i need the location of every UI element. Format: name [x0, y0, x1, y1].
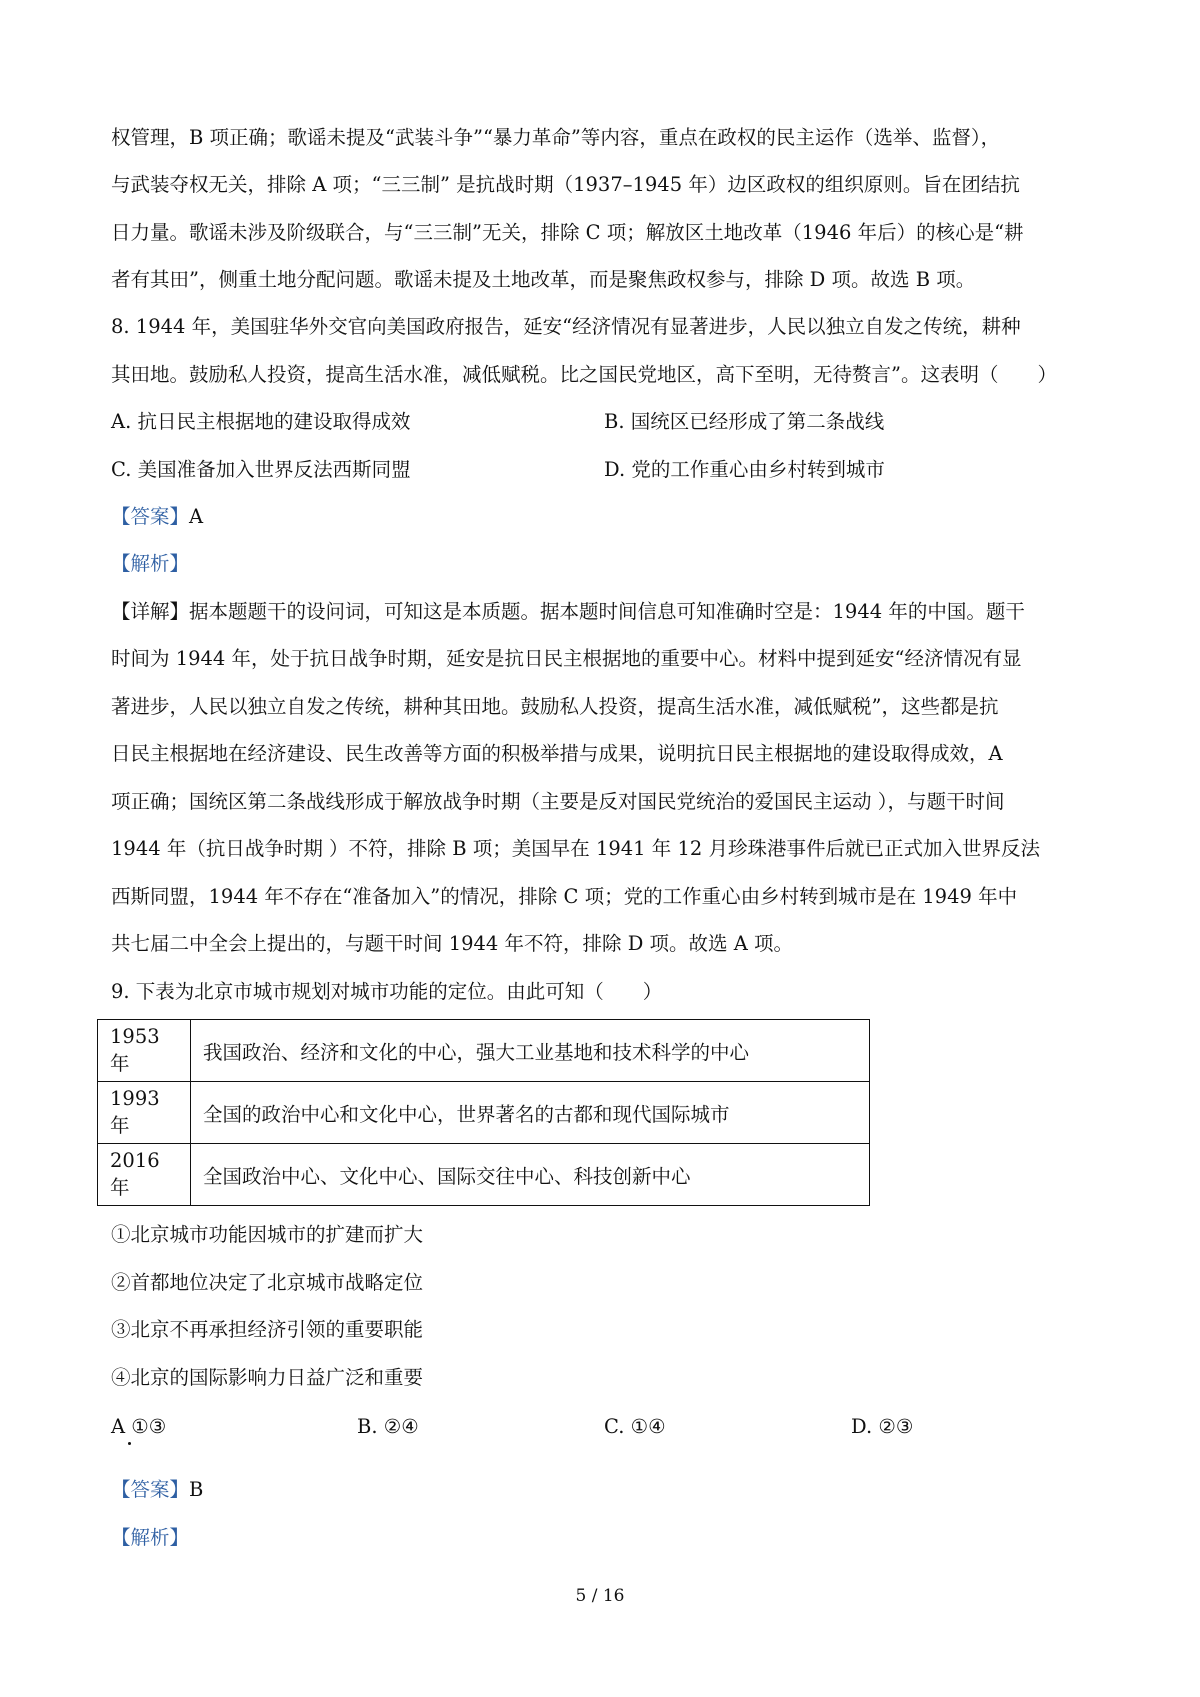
q8-answer: [111, 503, 203, 531]
q9-statement-1: ①北京城市功能因城市的扩建而扩大: [111, 1223, 424, 1246]
q8-analysis-tag: 【解析】: [111, 552, 190, 575]
q8-detail-line-8: 共七届二中全会上提出的，与题干时间 1944 年不符，排除 D 项。故选 A 项。: [111, 932, 794, 955]
q9-option-d: D. ②③: [851, 1415, 914, 1438]
table-cell-year: 1993 年: [98, 1082, 191, 1144]
city-function-table: [97, 1019, 870, 1206]
q8-detail-line-5: 项正确；国统区第二条战线形成于解放战争时期（主要是反对国民党统治的爱国民主运动 ），与题干时间: [111, 790, 1005, 813]
q9-statement-4: ④北京的国际影响力日益广泛和重要: [111, 1366, 424, 1389]
q8-option-a: A. 抗日民主根据地的建设取得成效: [111, 410, 411, 433]
q8-answer-tag: 【答案】: [111, 505, 190, 528]
q9-stem: 9. 下表为北京市城市规划对城市功能的定位。由此可知（ ）: [111, 980, 663, 1003]
prev-analysis-line-1: 权管理，B 项正确；歌谣未提及“武装斗争”“暴力革命”等内容，重点在政权的民主运作（选举、监督），: [111, 126, 1001, 149]
page-number: 5 / 16: [575, 1586, 625, 1606]
prev-analysis-line-2: 与武装夺权无关，排除 A 项；“三三制” 是抗战时期（1937–1945 年）边区政权的组织原则。旨在团结抗: [111, 173, 1020, 196]
q8-detail-line-1: [111, 598, 1025, 626]
q9-option-c: C. ①④: [604, 1415, 666, 1438]
stray-dot: [128, 1442, 131, 1445]
q8-detail-tag: 【详解】: [111, 600, 190, 623]
table-cell-text: 全国的政治中心和文化中心，世界著名的古都和现代国际城市: [191, 1082, 870, 1144]
q8-stem-line-2: 其田地。鼓励私人投资，提高生活水准，减低赋税。比之国民党地区，高下至明，无待赘言”。这表明（ ）: [111, 363, 1057, 386]
q9-option-a: A ①③: [111, 1415, 167, 1438]
q9-option-b: B. ②④: [357, 1415, 419, 1438]
q8-option-d: D. 党的工作重心由乡村转到城市: [604, 458, 885, 481]
table-cell-text: 我国政治、经济和文化的中心，强大工业基地和技术科学的中心: [191, 1020, 870, 1082]
q8-option-c: C. 美国准备加入世界反法西斯同盟: [111, 458, 411, 481]
q8-detail-line-4: 日民主根据地在经济建设、民生改善等方面的积极举措与成果，说明抗日民主根据地的建设取得成效，A: [111, 742, 1003, 765]
q8-detail-line-6: 1944 年（抗日战争时期 ）不符，排除 B 项；美国早在 1941 年 12 月珍珠港事件后就已正式加入世界反法: [111, 837, 1040, 860]
q8-detail-line-3: 著进步，人民以独立自发之传统，耕种其田地。鼓励私人投资，提高生活水准，减低赋税”，这些都是抗: [111, 695, 999, 718]
table-cell-year: 2016 年: [98, 1144, 191, 1206]
q8-detail-text-1: 据本题题干的设问词，可知这是本质题。据本题时间信息可知准确时空是：1944 年的中国。题干: [189, 600, 1025, 623]
table-cell-text: 全国政治中心、文化中心、国际交往中心、科技创新中心: [191, 1144, 870, 1206]
q8-stem-line-1: 8. 1944 年，美国驻华外交官向美国政府报告，延安“经济情况有显著进步，人民以独立自发之传统，耕种: [111, 315, 1021, 338]
table-row: [98, 1144, 870, 1206]
table-cell-year: 1953 年: [98, 1020, 191, 1082]
q9-answer-tag: 【答案】: [111, 1478, 190, 1501]
q9-analysis-tag: 【解析】: [111, 1526, 190, 1549]
q8-detail-line-7: 西斯同盟，1944 年不存在“准备加入”的情况，排除 C 项；党的工作重心由乡村转到城市是在 1949 年中: [111, 885, 1018, 908]
q8-detail-line-2: 时间为 1944 年，处于抗日战争时期，延安是抗日民主根据地的重要中心。材料中提到延安“经济情况有显: [111, 647, 1022, 670]
table-row: [98, 1082, 870, 1144]
q9-statement-3: ③北京不再承担经济引领的重要职能: [111, 1318, 424, 1341]
q9-statement-2: ②首都地位决定了北京城市战略定位: [111, 1271, 424, 1294]
prev-analysis-line-4: 者有其田”，侧重土地分配问题。歌谣未提及土地改革，而是聚焦政权参与，排除 D 项。故选 B 项。: [111, 268, 976, 291]
q9-answer: [111, 1476, 203, 1504]
table-row: [98, 1020, 870, 1082]
q8-answer-value: A: [189, 505, 204, 528]
q9-answer-value: B: [189, 1478, 204, 1501]
prev-analysis-line-3: 日力量。歌谣未涉及阶级联合，与“三三制”无关，排除 C 项；解放区土地改革（1946 年后）的核心是“耕: [111, 221, 1024, 244]
q8-option-b: B. 国统区已经形成了第二条战线: [604, 410, 885, 433]
